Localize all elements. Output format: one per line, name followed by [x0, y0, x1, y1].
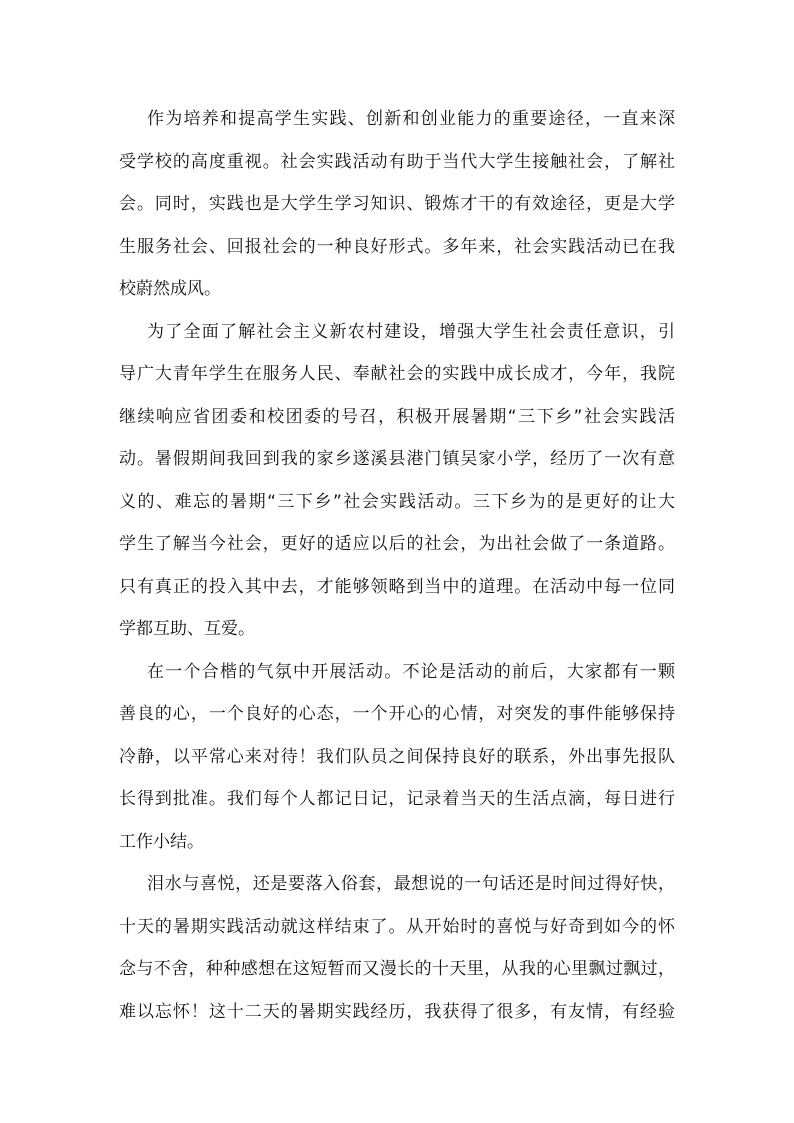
- paragraph-line: 十天的暑期实践活动就这样结束了。从开始时的喜悦与好奇到如今的怀: [119, 916, 675, 937]
- paragraph-line: 作为培养和提高学生实践、创新和创业能力的重要途径，一直来深: [147, 109, 675, 129]
- paragraph-line: 导广大青年学生在服务人民、奉献社会的实践中成长成才，今年，我院: [119, 364, 675, 384]
- paragraph-1: [119, 98, 675, 311]
- document-body: [119, 98, 675, 1033]
- paragraph-line: 念与不舍，种种感想在这短暂而又漫长的十天里，从我的心里飘过飘过，: [119, 959, 675, 979]
- paragraph-line: 受学校的高度重视。社会实践活动有助于当代大学生接触社会，了解社: [119, 151, 675, 172]
- paragraph-line: 长得到批准。我们每个人都记日记，记录着当天的生活点滴，每日进行: [119, 789, 675, 809]
- paragraph-line: 只有真正的投入其中去，才能够领略到当中的道理。在活动中每一位同: [119, 576, 675, 597]
- paragraph-line: 难以忘怀！这十二天的暑期实践经历，我获得了很多，有友情，有经验: [119, 1001, 675, 1022]
- paragraph-line: 会。同时，实践也是大学生学习知识、锻炼才干的有效途径，更是大学: [119, 194, 675, 214]
- paragraph-2: [119, 311, 675, 651]
- paragraph-line: 继续响应省团委和校团委的号召，积极开展暑期“三下乡”社会实践活: [119, 406, 675, 427]
- paragraph-line: 善良的心，一个良好的心态，一个开心的心情，对突发的事件能够保持: [119, 704, 675, 724]
- paragraph-line: 学都互助、互爱。: [119, 619, 255, 639]
- paragraph-line: 工作小结。: [119, 831, 204, 852]
- paragraph-line: 校蔚然成风。: [119, 279, 221, 299]
- paragraph-line: 生服务社会、回报社会的一种良好形式。多年来，社会实践活动已在我: [119, 236, 675, 257]
- paragraph-4: [119, 863, 675, 1033]
- paragraph-line: 动。暑假期间我回到我的家乡遂溪县港门镇吴家小学，经历了一次有意: [119, 449, 675, 469]
- paragraph-line: 冷静，以平常心来对待！我们队员之间保持良好的联系，外出事先报队: [119, 746, 675, 767]
- paragraph-line: 在一个合楷的气氛中开展活动。不论是活动的前后，大家都有一颗: [147, 661, 675, 682]
- paragraph-3: [119, 651, 675, 864]
- paragraph-line: 泪水与喜悦，还是要落入俗套，最想说的一句话还是时间过得好快，: [147, 874, 675, 894]
- paragraph-line: 为了全面了解社会主义新农村建设，增强大学生社会责任意识，引: [147, 321, 675, 342]
- paragraph-line: 义的、难忘的暑期“三下乡”社会实践活动。三下乡为的是更好的让大: [119, 491, 675, 512]
- paragraph-line: 学生了解当今社会，更好的适应以后的社会，为出社会做了一条道路。: [119, 534, 675, 554]
